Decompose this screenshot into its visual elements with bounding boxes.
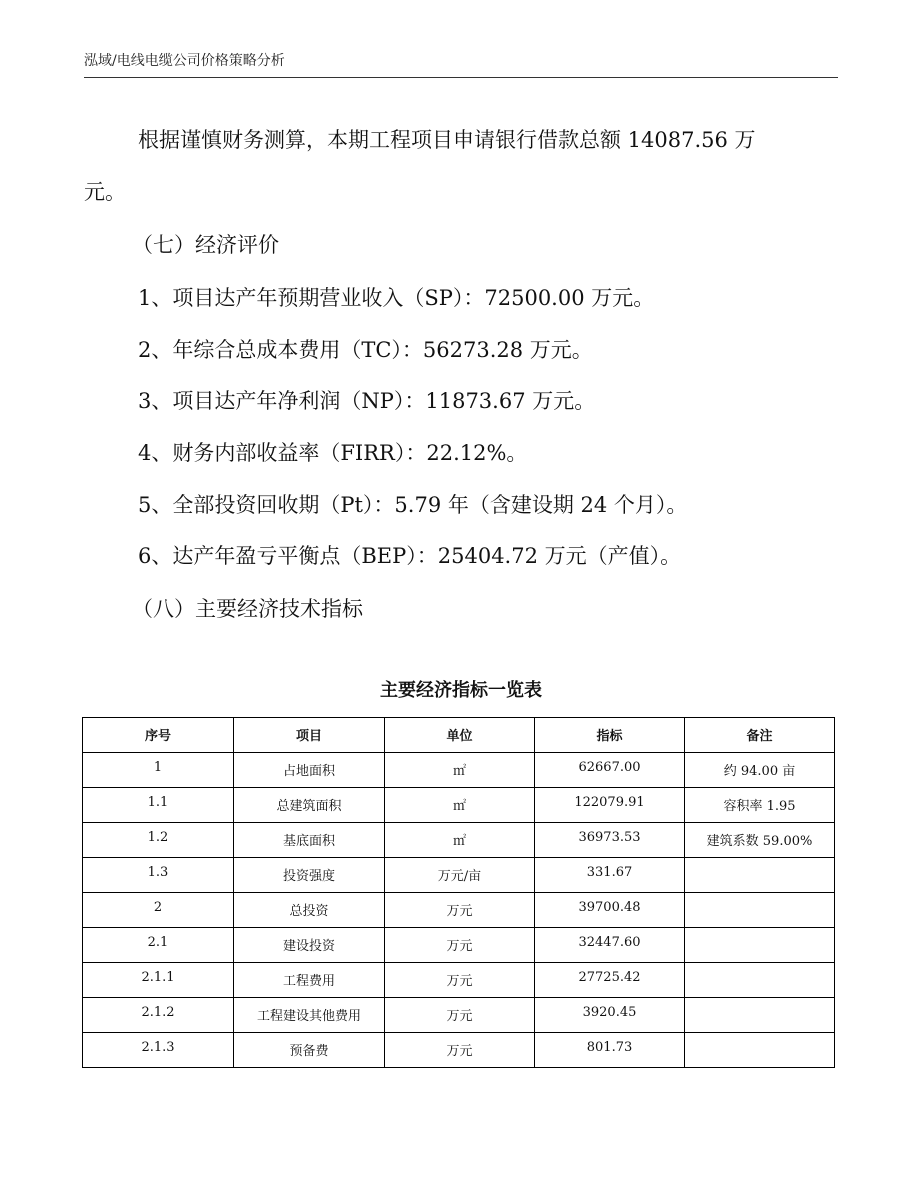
table-cell: 32447.60	[535, 928, 685, 963]
column-header: 指标	[535, 718, 685, 753]
table-cell: 3920.45	[535, 998, 685, 1033]
list-item-total-cost: 2、年综合总成本费用（TC）：56273.28 万元。	[138, 338, 593, 362]
column-header: 序号	[83, 718, 234, 753]
table-cell: 建设投资	[234, 928, 385, 963]
table-cell: 万元	[385, 928, 535, 963]
table-row	[83, 928, 835, 963]
table-cell: 2.1.1	[83, 963, 234, 998]
table-cell: ㎡	[385, 753, 535, 788]
table-row	[83, 788, 835, 823]
list-item-revenue: 1、项目达产年预期营业收入（SP）：72500.00 万元。	[138, 286, 655, 310]
table-cell: 801.73	[535, 1033, 685, 1068]
table-row	[83, 753, 835, 788]
table-cell: 1.1	[83, 788, 234, 823]
column-header: 备注	[685, 718, 835, 753]
table-cell: 工程费用	[234, 963, 385, 998]
table-cell: 万元	[385, 893, 535, 928]
table-header-row	[83, 718, 835, 753]
table-cell: 投资强度	[234, 858, 385, 893]
table-row	[83, 998, 835, 1033]
table-cell: 约 94.00 亩	[685, 753, 835, 788]
table-cell: ㎡	[385, 823, 535, 858]
table-cell: 基底面积	[234, 823, 385, 858]
section-heading-key-indicators: （八）主要经济技术指标	[132, 597, 363, 621]
table-cell	[685, 1033, 835, 1068]
table-cell	[685, 928, 835, 963]
loan-paragraph-line2: 元。	[84, 180, 126, 204]
table-cell: 122079.91	[535, 788, 685, 823]
table-cell	[685, 858, 835, 893]
table-cell: 331.67	[535, 858, 685, 893]
table-cell: 1.3	[83, 858, 234, 893]
table-cell: 万元	[385, 998, 535, 1033]
table-cell: 占地面积	[234, 753, 385, 788]
table-cell: 1.2	[83, 823, 234, 858]
table-cell: 2.1.2	[83, 998, 234, 1033]
table-cell: 总投资	[234, 893, 385, 928]
table-cell: 工程建设其他费用	[234, 998, 385, 1033]
table-cell	[685, 998, 835, 1033]
table-cell: 2.1.3	[83, 1033, 234, 1068]
table-cell: 万元	[385, 963, 535, 998]
table-cell: 建筑系数 59.00%	[685, 823, 835, 858]
list-item-payback-period: 5、全部投资回收期（Pt）：5.79 年（含建设期 24 个月）。	[138, 493, 688, 517]
section-heading-economic-evaluation: （七）经济评价	[132, 233, 279, 257]
table-cell	[685, 963, 835, 998]
table-row	[83, 963, 835, 998]
table-cell: 总建筑面积	[234, 788, 385, 823]
column-header: 项目	[234, 718, 385, 753]
table-cell: ㎡	[385, 788, 535, 823]
table-cell	[685, 893, 835, 928]
table-row	[83, 1033, 835, 1068]
table-row	[83, 823, 835, 858]
list-item-bep: 6、达产年盈亏平衡点（BEP）：25404.72 万元（产值）。	[138, 544, 682, 568]
table-cell: 27725.42	[535, 963, 685, 998]
table-row	[83, 858, 835, 893]
table-cell: 62667.00	[535, 753, 685, 788]
table-cell: 36973.53	[535, 823, 685, 858]
table-title: 主要经济指标一览表	[380, 680, 542, 701]
table-cell: 预备费	[234, 1033, 385, 1068]
table-cell: 万元	[385, 1033, 535, 1068]
indicators-table	[82, 717, 835, 1068]
table-cell: 39700.48	[535, 893, 685, 928]
header-divider	[84, 77, 838, 78]
column-header: 单位	[385, 718, 535, 753]
table-cell: 2.1	[83, 928, 234, 963]
table-row	[83, 893, 835, 928]
table-cell: 2	[83, 893, 234, 928]
table-cell: 容积率 1.95	[685, 788, 835, 823]
list-item-firr: 4、财务内部收益率（FIRR）：22.12%。	[138, 441, 528, 465]
table-cell: 万元/亩	[385, 858, 535, 893]
list-item-net-profit: 3、项目达产年净利润（NP）：11873.67 万元。	[138, 389, 596, 413]
loan-paragraph-line1: 根据谨慎财务测算，本期工程项目申请银行借款总额 14087.56 万	[138, 128, 756, 152]
page-header: 泓域/电线电缆公司价格策略分析	[84, 53, 285, 69]
table-cell: 1	[83, 753, 234, 788]
